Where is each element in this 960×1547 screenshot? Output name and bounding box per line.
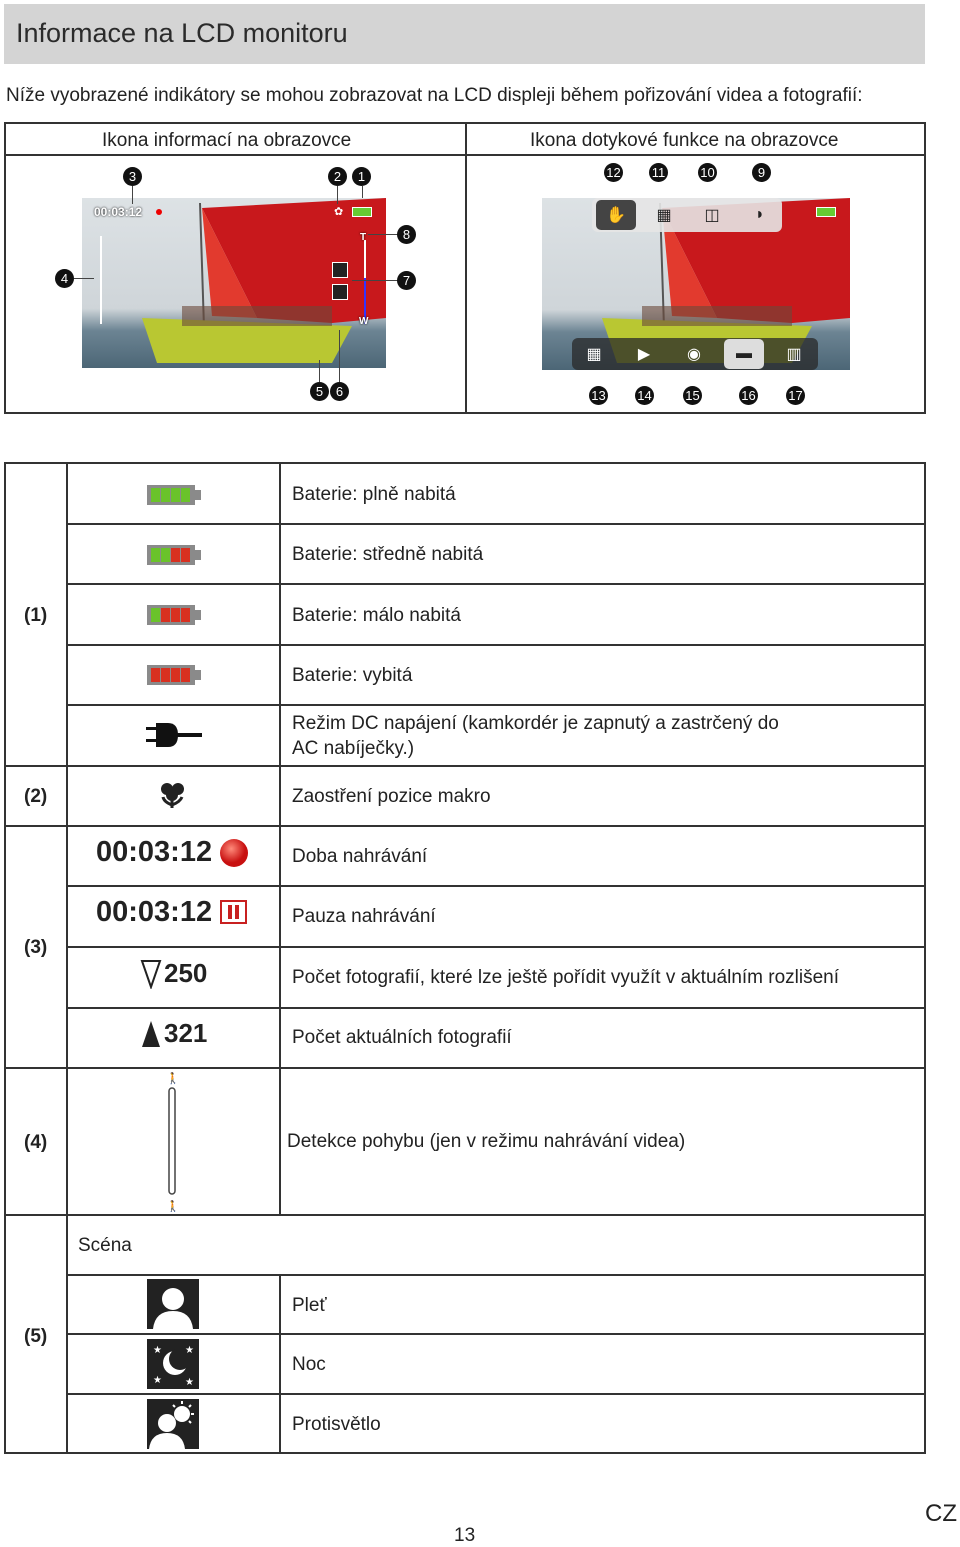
left-preview-image [82,198,386,368]
right-caption: Ikona dotykové funkce na obrazovce [530,130,839,151]
stabilizer-icon[interactable]: ◫ [704,207,720,224]
motion-detection-icon [162,1070,182,1212]
night-icon [332,284,348,300]
callout-16: 16 [739,386,758,405]
remaining-label: Počet fotografií, které lze ještě pořídit využít v aktuálním rozlišení [292,967,840,988]
svg-text:🚶: 🚶 [166,1072,180,1085]
remaining-triangle-icon [140,959,162,989]
dc-power-label: Režim DC napájení (kamkordér je zapnutý a zastrčený do [292,713,779,734]
grid-icon[interactable]: ▦ [586,346,602,363]
battery-low-label: Baterie: málo nabitá [292,605,461,626]
rec-dot-icon [218,837,250,869]
page-number: 13 [454,1525,476,1546]
pause-time-indicator [96,896,248,929]
motion-slider-icon [100,236,102,324]
rec-time-value: 00:03:12 [96,836,213,868]
callout-1: 1 [352,167,371,186]
language-code: CZ [925,1500,957,1527]
callout-15: 15 [683,386,702,405]
screen-diagram [4,122,926,414]
section-header [4,4,925,64]
zoom-w-label: W [359,316,369,327]
battery-icon [352,207,372,217]
backlight-label: Protisvětlo [292,1414,381,1435]
group-1-label: (1) [24,605,48,626]
pause-label: Pauza nahrávání [292,906,436,927]
motion-label: Detekce pohybu (jen v režimu nahrávání videa) [287,1131,686,1152]
skin-label: Pleť [292,1295,327,1316]
night-label: Noc [292,1354,326,1375]
backlight-scene-icon [147,1399,199,1449]
svg-text:★: ★ [153,1375,162,1386]
flashlight-icon[interactable]: ◗ [755,206,765,223]
callout-9: 9 [752,163,771,182]
page-title: Informace na LCD monitoru [16,18,348,48]
remaining-count: 250 [164,958,208,988]
group-2-label: (2) [24,786,48,807]
hand-icon[interactable]: ✋ [596,200,636,230]
callout-10: 10 [698,163,717,182]
svg-text:★: ★ [185,1345,194,1356]
rec-dot-icon [156,209,162,215]
callout-7: 7 [397,271,416,290]
video-icon[interactable]: ▬ [724,339,764,369]
pause-icon [220,900,248,926]
battery-empty-label: Baterie: vybitá [292,665,413,686]
remaining-photos-indicator [140,958,207,989]
scene-label: Scéna [78,1235,132,1256]
night-scene-icon [147,1339,199,1389]
right-preview-image [542,198,850,370]
battery-empty-icon [146,662,202,688]
scene-icon [332,262,348,278]
battery-full-label: Baterie: plně nabitá [292,484,456,505]
resolution-hd-icon[interactable]: ▦ [656,207,672,224]
group-4-label: (4) [24,1132,48,1153]
current-label: Počet aktuálních fotografií [292,1027,512,1048]
svg-text:★: ★ [153,1345,162,1356]
trash-icon[interactable]: ▥ [786,346,802,363]
battery-mid-icon [146,542,202,568]
top-touch-bar [592,198,782,232]
callout-12: 12 [604,163,623,182]
callout-6: 6 [330,382,349,401]
callout-11: 11 [649,163,668,182]
svg-text:★: ★ [185,1377,194,1388]
pause-time-value: 00:03:12 [96,896,213,928]
macro-label: Zaostření pozice makro [292,786,491,807]
battery-low-icon [146,602,202,628]
callout-5: 5 [310,382,329,401]
macro-icon: ✿ [334,206,344,218]
macro-flower-icon [158,780,188,810]
rec-time-indicator [96,836,250,869]
bottom-touch-bar [572,338,818,370]
callout-8: 8 [397,225,416,244]
battery-full-icon [146,482,202,508]
current-count: 321 [164,1018,208,1048]
group-5-label: (5) [24,1326,48,1347]
left-rec-time: 00:03:12 [94,205,143,219]
intro-text: Níže vyobrazené indikátory se mohou zobrazovat na LCD displeji během pořizování videa a fotografií: [6,85,863,106]
callout-2: 2 [328,167,347,186]
rec-time-label: Doba nahrávání [292,846,428,867]
indicator-table [4,462,926,1454]
battery-mid-label: Baterie: středně nabitá [292,544,484,565]
dc-power-label-2: AC nabíječky.) [292,738,415,759]
left-caption: Ikona informací na obrazovce [102,130,352,151]
dc-plug-icon [146,720,204,750]
callout-14: 14 [635,386,654,405]
group-3-label: (3) [24,937,48,958]
callout-17: 17 [786,386,805,405]
skin-portrait-icon [147,1279,199,1329]
current-photos-indicator [140,1018,207,1049]
current-triangle-icon [140,1019,162,1049]
battery-icon [816,207,836,217]
callout-13: 13 [589,386,608,405]
zoom-t-label: T [360,232,367,243]
callout-3: 3 [123,167,142,186]
camera-icon[interactable]: ◉ [687,346,701,363]
play-icon[interactable]: ▶ [637,346,651,363]
callout-4: 4 [55,269,74,288]
svg-text:🚶: 🚶 [166,1200,180,1212]
